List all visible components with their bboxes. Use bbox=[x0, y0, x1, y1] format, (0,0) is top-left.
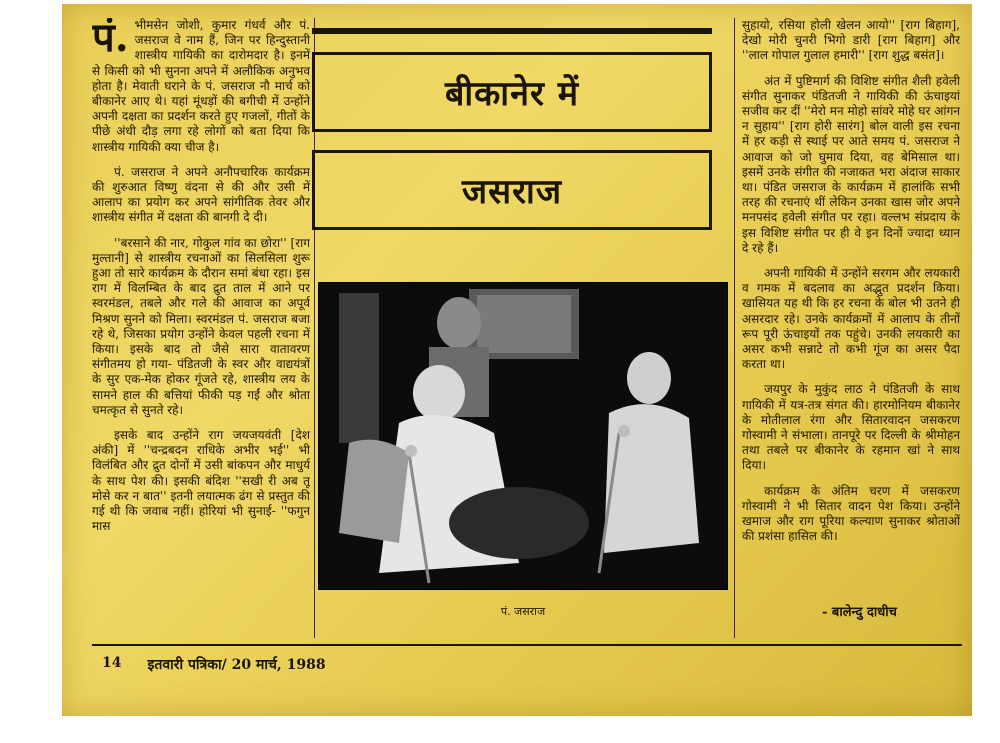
paragraph: इसके बाद उन्होंने राग जयजयवंती [देश अंकी] में ''चन्द्रबदन राधिके अभीर भई'' भी विलंबित और द्रुत दोनों में उसी बांकपन और माधुर्य के साथ पेश की। इसकी बंदिश ''सखी री अब तू मोसे कर न बात'' इतनी लयात्मक ढंग से प्रस्तुत की गई थी कि जवाब नहीं। होरियां भी सुनाई- ''फगुन मास bbox=[92, 428, 310, 534]
photo-caption: पं. जसराज bbox=[500, 605, 546, 618]
column-right bbox=[742, 18, 960, 598]
paragraph: अंत में पुष्टिमार्ग की विशिष्ट संगीत शैली हवेली संगीत सुनाकर पंडितजी ने गायिकी की ऊंचाइयां सजीव कर दीं ''मेरो मन मोहो सांवरे मोहे घर आंगन न सुहाय'' [राग होरी सारंग] बोल वाली इस रचना में हर कड़ी से स्थाई पर आते समय पं. जसराज ने आवाज को जो घुमाव दिया, वह बेमिसाल था। इसमें उनके संगीत की नजाकत भरा अंदाज साकार था। पंडित जसराज के कार्यक्रम में हालांकि सभी तरह की रचनाएं थीं लेकिन उनका खास जोर अपने मनपसंद हवेली संगीत पर रहा। वल्लभ संप्रदाय के इस विशिष्ट संगीत पर ही वे इन दिनों ज्यादा ध्यान दे रहे हैं। bbox=[742, 73, 960, 255]
publication-dateline: इतवारी पत्रिका/ 20 मार्च, 1988 bbox=[147, 657, 326, 673]
paragraph: सुहायो, रसिया होली खेलन आयो'' [राग बिहाग], देखो मोरी चुनरी भिगो डारी [राग बिहाग] और ''लाल गोपाल गुलाल हमारी'' [राग शुद्ध बसंत]। bbox=[742, 18, 960, 63]
column-divider bbox=[734, 18, 735, 638]
photo-jasraj bbox=[318, 282, 728, 590]
column-left bbox=[92, 18, 310, 640]
byline: - बालेन्दु दाधीच bbox=[822, 605, 897, 620]
headline-line2: जसराज bbox=[312, 150, 712, 230]
paragraph: पं. जसराज ने अपने अनौपचारिक कार्यक्रम की शुरुआत विष्णु वंदना से की और उसी में आलाप का प्रयोग कर अपने सांगीतिक तेवर और शास्त्रीय संगीत में दक्षता की बानगी दे दी। bbox=[92, 164, 310, 225]
paragraph: कार्यक्रम के अंतिम चरण में जसकरण गोस्वामी ने भी सितार वादन पेश किया। उन्होंने खमाज और राग पूरिया कल्याण सुनाकर श्रोताओं की प्रशंसा हासिल की। bbox=[742, 483, 960, 544]
page-number: 14 bbox=[102, 655, 122, 671]
page-footer bbox=[102, 655, 326, 674]
paragraph: ''बरसाने की नार, गोकुल गांव का छोरा'' [राग मुल्तानी] से शास्त्रीय रचनाओं का सिलसिला शुरू हुआ तो सारे कार्यक्रम के दौरान समां बंधा रहा। इस राग में विलम्बित के बाद द्रुत ताल में आने पर स्वरमंडल, तबले और गले की आवाज का अपूर्व मिश्रण सुनने को मिला। स्वरमंडल पं. जसराज बजा रहे थे, जिसका प्रयोग उन्होंने केवल पहली रचना में किया। इसके बाद तो जैसे सारा वातावरण संगीतमय हो गया- पंडितजी के स्वर और वाद्ययंत्रों के सुर एक-मेक होकर गूंजते रहे, शास्त्रीय लय के सामने हाल की बत्तियां फीकी पड़ गईं और श्रोता चमत्कृत से सुनते रहे। bbox=[92, 235, 310, 417]
photo-image bbox=[319, 283, 728, 590]
newspaper-clipping bbox=[62, 4, 972, 716]
paragraph: अपनी गायिकी में उन्होंने सरगम और लयकारी व गमक में बदलाव का अद्भुत प्रदर्शन किया। खासियत यह थी कि हर रचना के बोल भी उतने ही असरदार रहे। उनके कार्यक्रमों में आलाप के तीनों रूप पूरी ऊंचाइयों तक पहुंचे। उनकी लयकारी का असर कभी सन्नाटे तो कभी गूंज का असर पैदा करता था। bbox=[742, 266, 960, 372]
paragraph: भीमसेन जोशी, कुमार गंधर्व और पं. जसराज वे नाम हैं, जिन पर हिन्दुस्तानी शास्त्रीय गायिकी का दारोमदार है। इनमें से किसी को भी सुनना अपने में अलौकिक अनुभव होता है। मेवाती घराने के पं. जसराज नौ मार्च को बीकानेर आए थे। यहां मूंधड़ों की बगीची में उन्होंने अपनी दक्षता का प्रदर्शन करते हुए गजलों, गीतों के पीछे अंधी दौड़ लगा रहे लोगों को बता दिया कि शास्त्रीय गायिकी क्या चीज है। bbox=[92, 18, 310, 154]
footer-rule bbox=[92, 644, 962, 646]
dropcap: पं. bbox=[92, 18, 129, 61]
headline-line1: बीकानेर में bbox=[312, 52, 712, 132]
paragraph: जयपुर के मुकुंद लाठ ने पंडितजी के साथ गायिकी में यत्र-तत्र संगत की। हारमोनियम बीकानेर के मोतीलाल रंगा और सितारवादन जसकरण गोस्वामी ने संभाला। तानपूरे पर दिल्ली के श्रीमोहन तथा तबले पर बीकानेर के रहमान खां ने साथ दिया। bbox=[742, 382, 960, 473]
title-rule bbox=[312, 28, 712, 34]
